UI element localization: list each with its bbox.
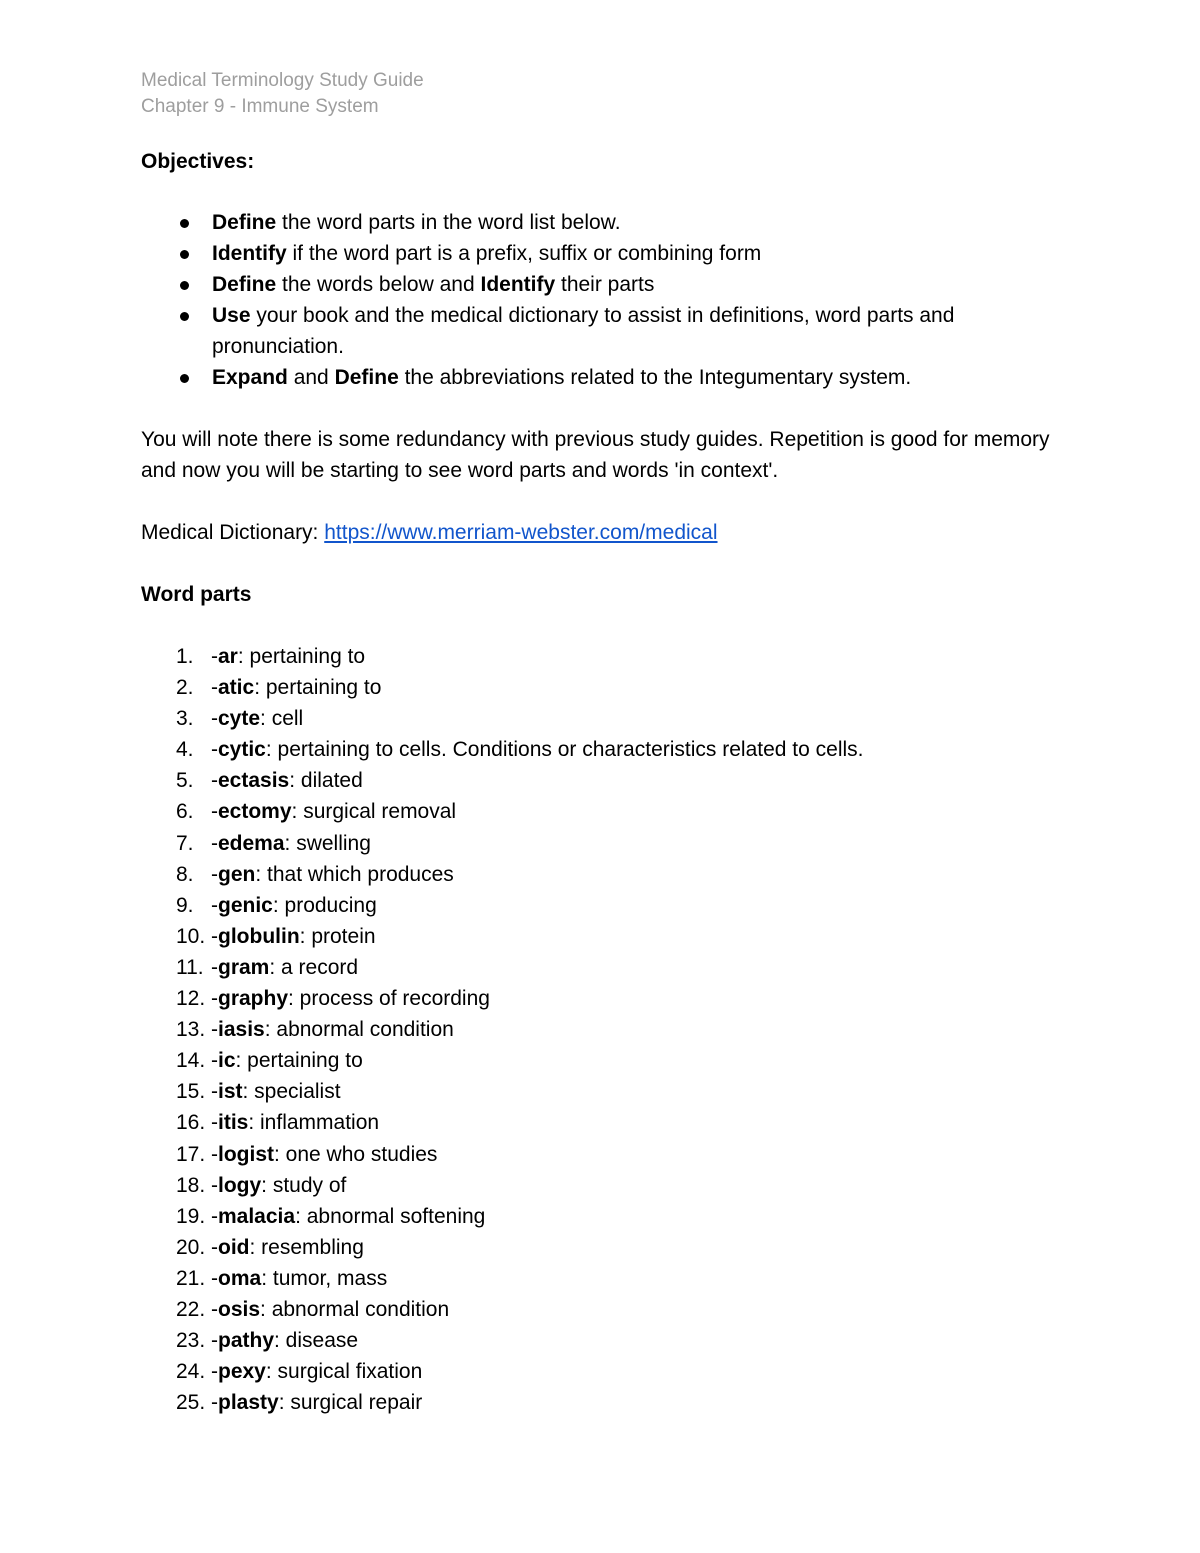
objective-item <box>141 238 1061 269</box>
word-part-term: plasty <box>218 1391 279 1415</box>
bullet-icon <box>180 219 189 228</box>
word-part-definition: : process of recording <box>288 987 490 1011</box>
list-number: 15. <box>176 1080 206 1104</box>
dictionary-line <box>141 517 1061 548</box>
list-number: 14. <box>176 1049 206 1073</box>
note-paragraph: You will note there is some redundancy with previous study guides. Repetition is good for memory and now you will be starting to see word parts and words 'in context'. <box>141 428 1050 482</box>
list-item: 15. -ist: specialist <box>141 1076 1061 1107</box>
list-item: 21. -oma: tumor, mass <box>141 1263 1061 1294</box>
bullet-icon <box>180 281 189 290</box>
list-item: 2. -atic: pertaining to <box>141 672 1061 703</box>
word-part-definition: : swelling <box>284 831 371 855</box>
list-item: 20. -oid: resembling <box>141 1232 1061 1263</box>
list-number: 18. <box>176 1173 206 1197</box>
word-part-definition: : that which produces <box>255 862 454 886</box>
objective-keyword: Define <box>212 273 277 296</box>
list-number: 1. <box>176 645 194 668</box>
word-part-definition: : abnormal condition <box>260 1297 450 1321</box>
objective-text: their parts <box>555 273 655 296</box>
word-part-definition: : surgical fixation <box>265 1360 423 1384</box>
list-number: 25. <box>176 1391 206 1415</box>
word-part-term: iasis <box>218 1018 265 1042</box>
list-item: 6. -ectomy: surgical removal <box>141 796 1061 827</box>
word-part-term: malacia <box>218 1204 296 1228</box>
word-part-definition: : protein <box>299 924 376 948</box>
list-item: 12. -graphy: process of recording <box>141 983 1061 1014</box>
objective-keyword: Define <box>334 366 399 389</box>
list-number: 21. <box>176 1266 206 1290</box>
word-part-term: graphy <box>218 987 289 1011</box>
list-number: 4. <box>176 738 194 762</box>
word-part-term: pathy <box>218 1329 275 1353</box>
objective-text: if the word part is a prefix, suffix or combining form <box>286 242 762 265</box>
word-part-definition: : study of <box>261 1173 347 1197</box>
list-item: 3. -cyte: cell <box>141 703 1061 734</box>
objective-text: your book and the medical dictionary to assist in definitions, word parts and pronunciation. <box>212 304 955 358</box>
word-part-definition: : pertaining to <box>254 676 382 700</box>
list-item: 22. -osis: abnormal condition <box>141 1294 1061 1325</box>
list-item: 10. -globulin: protein <box>141 921 1061 952</box>
list-number: 20. <box>176 1235 206 1259</box>
objective-item <box>141 207 1061 238</box>
word-part-term: ectasis <box>218 769 290 793</box>
list-number: 17. <box>176 1142 206 1166</box>
word-part-term: ic <box>218 1049 236 1073</box>
list-item: 18. -logy: study of <box>141 1170 1061 1201</box>
objective-item <box>141 300 1061 362</box>
objective-text: the abbreviations related to the Integumentary system. <box>398 366 912 389</box>
list-item: 1. -ar: pertaining to <box>141 641 1061 672</box>
word-part-term: logy <box>218 1173 262 1197</box>
bullet-icon <box>180 250 189 259</box>
dictionary-link[interactable]: https://www.merriam-webster.com/medical <box>324 521 718 544</box>
word-part-definition: : surgical repair <box>278 1391 423 1415</box>
word-part-definition: : disease <box>274 1329 359 1353</box>
list-number: 16. <box>176 1111 206 1135</box>
list-item: 4. -cytic: pertaining to cells. Conditions or characteristics related to cells. <box>141 734 1061 765</box>
list-item: 16. -itis: inflammation <box>141 1107 1061 1138</box>
word-part-definition: : specialist <box>242 1080 341 1104</box>
word-part-definition: : resembling <box>249 1235 364 1259</box>
word-part-definition: : dilated <box>289 769 363 793</box>
word-parts-list <box>141 641 1061 1418</box>
list-item: 13. -iasis: abnormal condition <box>141 1014 1061 1045</box>
bullet-icon <box>180 312 189 321</box>
bullet-icon <box>180 374 189 383</box>
objective-item <box>141 269 1061 300</box>
list-number: 23. <box>176 1329 206 1353</box>
word-part-term: ar <box>218 645 238 668</box>
document-title: Medical Terminology Study Guide <box>141 70 424 91</box>
list-number: 9. <box>176 893 194 917</box>
word-part-term: genic <box>218 893 273 917</box>
word-part-term: ectomy <box>218 800 292 824</box>
objective-keyword: Identify <box>212 242 287 265</box>
document-page <box>141 68 1061 1418</box>
word-part-term: cytic <box>218 738 266 762</box>
word-part-definition: : abnormal condition <box>264 1018 454 1042</box>
list-number: 24. <box>176 1360 206 1384</box>
word-part-term: gram <box>218 955 270 979</box>
objectives-list <box>141 207 1061 393</box>
list-number: 2. <box>176 676 194 700</box>
list-number: 22. <box>176 1297 206 1321</box>
list-number: 11. <box>176 955 204 979</box>
list-number: 7. <box>176 831 194 855</box>
word-part-definition: : a record <box>269 955 359 979</box>
word-part-term: atic <box>218 676 255 700</box>
word-part-definition: : cell <box>260 707 304 731</box>
word-part-definition: : pertaining to cells. Conditions or characteristics related to cells. <box>265 738 864 762</box>
list-item: 9. -genic: producing <box>141 890 1061 921</box>
word-part-term: globulin <box>218 924 300 948</box>
list-item: 24. -pexy: surgical fixation <box>141 1356 1061 1387</box>
list-item: 8. -gen: that which produces <box>141 859 1061 890</box>
word-part-term: gen <box>218 862 256 886</box>
list-item: 7. -edema: swelling <box>141 828 1061 859</box>
word-parts-heading: Word parts <box>141 583 252 606</box>
objective-keyword: Use <box>212 304 251 327</box>
dictionary-label: Medical Dictionary: <box>141 521 325 544</box>
objective-text: the word parts in the word list below. <box>276 211 621 234</box>
word-part-definition: : abnormal softening <box>295 1204 486 1228</box>
list-item: 19. -malacia: abnormal softening <box>141 1201 1061 1232</box>
chapter-subtitle: Chapter 9 - Immune System <box>141 96 379 117</box>
list-number: 6. <box>176 800 194 824</box>
word-part-definition: : producing <box>272 893 377 917</box>
list-item: 17. -logist: one who studies <box>141 1139 1061 1170</box>
word-part-term: itis <box>218 1111 249 1135</box>
word-part-term: cyte <box>218 707 261 731</box>
word-part-definition: : surgical removal <box>291 800 457 824</box>
objective-item <box>141 362 1061 393</box>
objectives-heading: Objectives: <box>141 150 255 173</box>
word-part-term: oid <box>218 1235 250 1259</box>
objective-keyword: Expand <box>212 366 288 389</box>
word-part-definition: : one who studies <box>274 1142 438 1166</box>
list-number: 10. <box>176 924 206 948</box>
word-part-definition: : inflammation <box>248 1111 380 1135</box>
list-item: 5. -ectasis: dilated <box>141 765 1061 796</box>
objective-keyword: Define <box>212 211 277 234</box>
objective-keyword: Identify <box>480 273 556 296</box>
word-part-term: logist <box>218 1142 274 1166</box>
word-part-term: pexy <box>218 1360 266 1384</box>
objective-text: the words below and <box>276 273 481 296</box>
list-item: 23. -pathy: disease <box>141 1325 1061 1356</box>
word-part-definition: : tumor, mass <box>261 1266 388 1290</box>
list-item: 25. -plasty: surgical repair <box>141 1387 1061 1418</box>
word-part-definition: : pertaining to <box>235 1049 363 1073</box>
word-part-term: oma <box>218 1266 262 1290</box>
list-number: 12. <box>176 987 206 1011</box>
word-part-term: osis <box>218 1297 261 1321</box>
objective-text: and <box>287 366 335 389</box>
word-part-term: edema <box>218 831 285 855</box>
list-item: 14. -ic: pertaining to <box>141 1045 1061 1076</box>
list-number: 19. <box>176 1204 206 1228</box>
list-number: 5. <box>176 769 194 793</box>
list-number: 13. <box>176 1018 206 1042</box>
list-number: 8. <box>176 862 194 886</box>
list-number: 3. <box>176 707 194 731</box>
word-part-term: ist <box>218 1080 243 1104</box>
word-part-definition: : pertaining to <box>237 645 366 668</box>
list-item: 11. -gram: a record <box>141 952 1061 983</box>
